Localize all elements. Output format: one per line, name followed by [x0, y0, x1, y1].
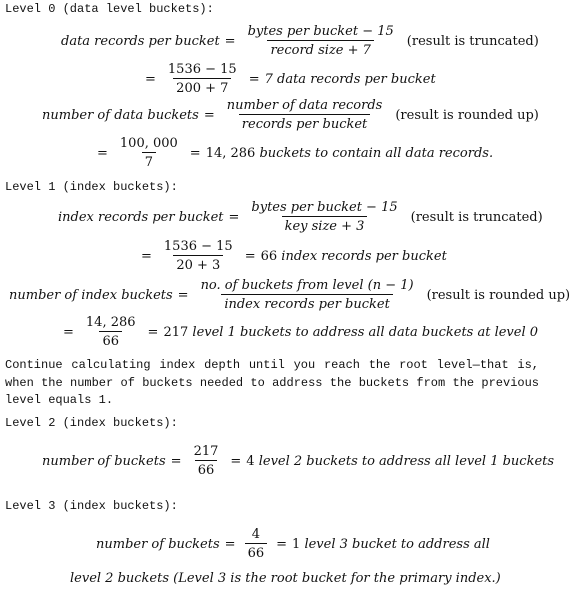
- level0-heading: Level 0 (data level buckets):: [5, 2, 214, 16]
- fraction-denominator: 66: [195, 460, 218, 478]
- continue-paragraph: Continue calculating index depth until you reach the root level—that is, when the number of buckets needed to address the buckets from the previous level equals 1.: [5, 358, 539, 407]
- eq-rhs-text: level 3 bucket to address all: [304, 536, 490, 552]
- level0-eq-data-buckets: [42, 98, 539, 132]
- eq-note: (result is truncated): [406, 33, 539, 49]
- eq-rhs-value: 217: [163, 324, 189, 340]
- level3-eq-continuation: level 2 buckets (Level 3 is the root bucket for the primary index.): [70, 571, 501, 586]
- eq-lhs: number of data buckets: [42, 107, 199, 123]
- level3-heading: Level 3 (index buckets):: [5, 499, 178, 513]
- level1-eq-index-records-calc: [136, 239, 447, 273]
- equals-sign: =: [203, 107, 215, 123]
- eq-note: (result is rounded up): [395, 107, 539, 123]
- equals-sign: =: [276, 536, 288, 552]
- fraction: [198, 278, 417, 312]
- fraction-numerator: 1536 − 15: [163, 239, 233, 254]
- fraction-denominator: 7: [142, 152, 156, 170]
- eq-rhs-text: index records per bucket: [281, 248, 447, 264]
- equals-sign: =: [228, 209, 240, 225]
- eq-rhs-value: 14, 286: [205, 145, 256, 161]
- equals-sign: =: [244, 248, 256, 264]
- eq-lhs: data records per bucket: [61, 33, 220, 49]
- equals-sign: =: [224, 33, 236, 49]
- fraction-denominator: 20 + 3: [173, 255, 223, 273]
- fraction: [245, 527, 268, 561]
- equals-sign: =: [224, 536, 236, 552]
- equals-sign: =: [189, 145, 201, 161]
- eq-rhs-text: level 1 buckets to address all data buckets at level 0: [192, 324, 539, 340]
- fraction: [245, 24, 397, 58]
- eq-rhs-value: 4: [246, 453, 255, 469]
- level1-eq-index-records-per-bucket: [58, 200, 543, 234]
- fraction-numerator: 1536 − 15: [167, 62, 237, 77]
- eq-rhs-value: 1: [292, 536, 301, 552]
- level2-heading: Level 2 (index buckets):: [5, 416, 178, 430]
- fraction: [117, 136, 181, 170]
- eq-rhs-text: level 2 buckets to address all level 1 buckets: [258, 453, 555, 469]
- equals-sign: =: [63, 324, 74, 340]
- fraction: [83, 315, 139, 349]
- fraction-denominator: record size + 7: [267, 40, 373, 58]
- fraction-denominator: index records per bucket: [221, 294, 393, 312]
- eq-rhs-text: buckets to contain all data records.: [259, 145, 494, 161]
- equals-sign: =: [97, 145, 108, 161]
- eq-rhs: 7 data records per bucket: [264, 71, 436, 87]
- eq-lhs: index records per bucket: [58, 209, 224, 225]
- eq-rhs-value: 66: [260, 248, 278, 264]
- level2-eq-buckets: [42, 444, 554, 478]
- equals-sign: =: [147, 324, 159, 340]
- fraction-numerator: bytes per bucket − 15: [247, 24, 394, 39]
- equals-sign: =: [170, 453, 182, 469]
- eq-lhs: number of index buckets: [9, 287, 173, 303]
- fraction-numerator: number of data records: [226, 98, 383, 113]
- equals-sign: =: [248, 71, 260, 87]
- fraction-numerator: bytes per bucket − 15: [251, 200, 398, 215]
- fraction-numerator: 100, 000: [119, 136, 178, 151]
- level0-eq-data-buckets-calc: [92, 136, 493, 170]
- fraction-numerator: 4: [251, 527, 260, 542]
- fraction: [224, 98, 386, 132]
- fraction-numerator: 217: [193, 444, 219, 459]
- fraction: [165, 62, 240, 96]
- level1-eq-index-buckets: [9, 278, 570, 312]
- equals-sign: =: [145, 71, 156, 87]
- equals-sign: =: [230, 453, 242, 469]
- fraction-denominator: 66: [245, 543, 268, 561]
- level0-eq-records-calc: [140, 62, 436, 96]
- fraction-numerator: 14, 286: [85, 315, 136, 330]
- level1-heading: Level 1 (index buckets):: [5, 180, 178, 194]
- fraction-denominator: 200 + 7: [173, 78, 231, 96]
- fraction: [248, 200, 400, 234]
- eq-lhs: number of buckets: [96, 536, 220, 552]
- fraction: [191, 444, 222, 478]
- fraction-numerator: no. of buckets from level (n − 1): [200, 278, 414, 293]
- level1-eq-index-buckets-calc: [58, 315, 538, 349]
- fraction-denominator: records per bucket: [239, 114, 371, 132]
- fraction-denominator: key size + 3: [282, 216, 368, 234]
- eq-lhs: number of buckets: [42, 453, 166, 469]
- level3-eq-buckets: [96, 527, 490, 561]
- eq-note: (result is truncated): [410, 209, 543, 225]
- equals-sign: =: [177, 287, 189, 303]
- level0-eq-records-per-bucket: [61, 24, 539, 58]
- eq-note: (result is rounded up): [426, 287, 570, 303]
- equals-sign: =: [141, 248, 152, 264]
- fraction: [161, 239, 236, 273]
- fraction-denominator: 66: [99, 331, 122, 349]
